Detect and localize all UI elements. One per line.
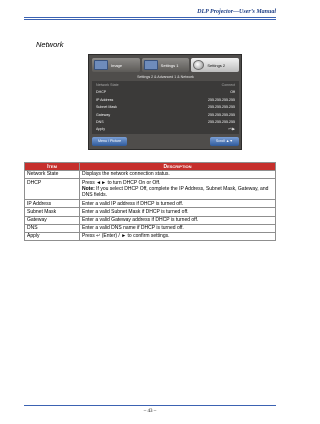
osd-row-value: 255.255.255.255	[208, 97, 235, 102]
description-cell: Displays the network connection status.	[80, 171, 276, 179]
table-row	[25, 224, 276, 232]
osd-footer	[92, 137, 239, 146]
table-row	[25, 232, 276, 240]
description-cell: Press ↵ (Enter) / ► to confirm settings.	[80, 232, 276, 240]
note-body: If you select DHCP Off, complete the IP Address, Subnet Mask, Gateway, and DNS fields.	[82, 185, 269, 199]
item-cell: DNS	[25, 224, 80, 232]
item-cell: Network State	[25, 171, 80, 179]
osd-row-value: Off	[230, 90, 235, 95]
osd-row-label: DHCP	[96, 90, 107, 95]
description-text: Press ◄► to turn DHCP On or Off.	[82, 179, 161, 186]
table-row	[25, 179, 276, 200]
header-rule	[24, 17, 276, 18]
note-label: Note:	[82, 185, 95, 192]
description-cell: Enter a valid Gateway address if DHCP is turned off.	[80, 216, 276, 224]
description-cell: Enter a valid DNS name if DHCP is turned off.	[80, 224, 276, 232]
osd-row-value: 255.255.255.255	[208, 119, 235, 124]
osd-row-label: Apply	[96, 127, 105, 132]
osd-tab-settings-2	[191, 58, 239, 72]
table-row	[25, 216, 276, 224]
item-cell: Gateway	[25, 216, 80, 224]
osd-row-dns	[96, 119, 235, 126]
osd-scroll-button: Scroll ▲▼	[210, 137, 239, 146]
osd-tab-label: Settings 1	[160, 62, 179, 68]
osd-row-label: IP Address	[96, 97, 114, 102]
osd-menu-list	[92, 81, 239, 134]
osd-row-gateway	[96, 112, 235, 119]
settings-gear-icon	[193, 60, 204, 70]
item-cell: Subnet Mask	[25, 208, 80, 216]
osd-row-subnet-mask	[96, 104, 235, 111]
manual-header-title: DLP Projector—User’s Manual	[197, 9, 276, 15]
table-row	[25, 200, 276, 208]
osd-row-label: Subnet Mask	[96, 105, 117, 110]
image-icon	[94, 60, 108, 70]
table-row	[25, 208, 276, 216]
item-cell: Apply	[25, 232, 80, 240]
osd-row-dhcp	[96, 89, 235, 96]
item-cell: IP Address	[25, 200, 80, 208]
osd-menu-screenshot	[88, 54, 242, 150]
osd-row-label: DNS	[96, 119, 104, 124]
osd-row-label: Gateway	[96, 112, 111, 117]
description-cell: Enter a valid Subnet Mask if DHCP is turned off.	[80, 208, 276, 216]
column-header-item: Item	[25, 163, 80, 171]
osd-row-label: Network State	[96, 83, 119, 87]
header-rule-secondary	[24, 19, 276, 20]
item-description-table	[24, 162, 276, 241]
osd-tab-settings-1	[142, 58, 190, 72]
item-cell: DHCP	[25, 179, 80, 200]
description-cell: Enter a valid IP address if DHCP is turned off.	[80, 200, 276, 208]
osd-row-ip-address	[96, 97, 235, 104]
osd-row-value: Connect	[221, 83, 235, 87]
table-row	[25, 171, 276, 179]
osd-tab-bar	[92, 58, 239, 72]
osd-row-value: 255.255.255.255	[208, 105, 235, 110]
osd-menu-picture-button: Menu / Picture	[92, 137, 127, 146]
osd-row-network-state	[96, 82, 235, 89]
osd-row-value: ↵/▶	[228, 127, 235, 132]
osd-tab-image	[92, 58, 140, 72]
settings-icon	[144, 60, 158, 70]
section-title: Network	[36, 40, 64, 49]
page-number: – 43 –	[143, 409, 157, 414]
osd-tab-label: Image	[111, 62, 123, 68]
note-text	[82, 186, 273, 199]
osd-row-value: 255.255.255.255	[208, 112, 235, 117]
osd-row-apply	[96, 126, 235, 133]
osd-breadcrumb: Settings 2 & Advanced 1 & Network	[137, 75, 194, 79]
description-cell	[80, 179, 276, 200]
column-header-description: Description	[80, 163, 276, 171]
osd-tab-label: Settings 2	[207, 62, 226, 68]
footer-rule	[24, 405, 276, 406]
table-header-row	[25, 163, 276, 171]
